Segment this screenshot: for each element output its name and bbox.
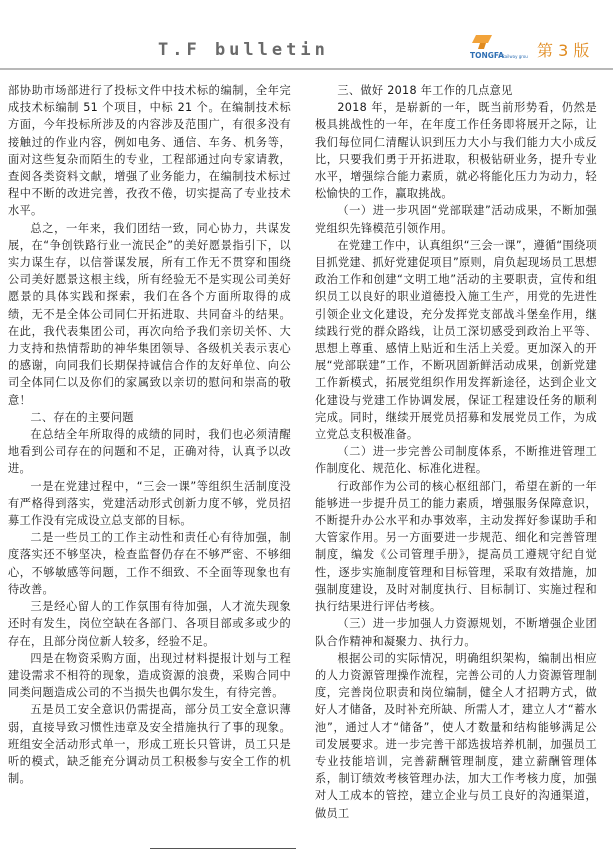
paragraph: 2018 年，是崭新的一年，既当前形势看，仍然是极具挑战性的一年，在年度工作任务即将展开之际，让我们每位同仁清醒认识到压力大小与我们能力大小成反比，只要我们勇于开拓进取，积极钻研业务，提升专业水平，增强综合能力素质，就必将能化压力为动力，轻松愉快的工作，赢取挑战。 [315, 101, 597, 201]
paragraph: 一是在党建过程中，“三会一课”等组织生活制度没有严格得到落实，党建活动形式创新力度不够，党员招募工作没有完成设立总支部的目标。 [8, 479, 291, 528]
paragraph: 三是经心留人的工作氛围有待加强，人才流失现象还时有发生，岗位空缺在各部门、各项目部或多或少的存在，且部分岗位新人较多，经验不足。 [8, 600, 291, 648]
page-header [0, 0, 613, 72]
logo-text: TONGFA [470, 51, 504, 60]
section-heading: 三、做好 2018 年工作的几点意见 [337, 84, 513, 97]
paragraph: （三）进一步加强人力资源规划，不断增强企业团队合作精神和凝聚力、执行力。 [315, 617, 597, 648]
paragraph: 部协助市场部进行了投标文件中技术标的编制，全年完成技术标编制 51 个项目，中标 21 个。在编制技术标方面，今年投标所涉及的内容涉及范围广，有很多没有接触过的作业内容，例如电务、通信、车务、机务等，面对这些复杂而陌生的专业，工程部通过向专家请教，查阅各类资料文献，增强了业务能力，在编制技术标过程中不断的改进完善，孜孜不倦，切实提高了专业技术水平。 [8, 84, 291, 218]
right-column [315, 82, 597, 822]
paragraph: （二）进一步完善公司制度体系，不断推进管理工作制度化、规范化、标准化进程。 [315, 445, 597, 476]
paragraph: 根据公司的实际情况，明确组织架构，编制出相应的人力资源管理操作流程，完善公司的人力资源管理制度，完善岗位职责和岗位编制，健全人才招聘方式，做好人才储备，及时补充所缺、所需人才，建立人才“蓄水池”，通过人才“储备”，使人才数量和结构能够满足公司发展要求。进一步完善干部选拔培养机制，加强员工专业技能培训，完善薪酬管理制度，建立薪酬管理体系，制订绩效考核管理办法，加大工作考核力度，加强对人工成本的管控，建立企业与员工良好的沟通渠道，做员工 [315, 651, 597, 820]
paragraph: 在党建工作中，认真组织“三会一课”，遵循“围绕项目抓党建、抓好党建促项目”原则，肩负起现场员工思想政治工作和创建“文明工地”活动的主要职责，宣传和组织员工以良好的职业道德投入施工生产，用党的先进性引领企业文化建设，充分发挥党支部战斗堡垒作用，继续践行党的群众路线，让员工深切感受到政治上平等、思想上尊重、感情上贴近和生活上关爱。更加深入的开展“党部联建”工作，不断巩固新鲜活动成果，创新党建工作新模式，拓展党组织作用发挥新途径，达到企业文化建设与党建工作协调发展，保证工程建设任务的顺利完成。同时，继续开展党员招募和发展党员工作，为成立党总支积极准备。 [315, 238, 597, 442]
bulletin-title: T.F bulletin [158, 40, 329, 60]
logo-icon [470, 33, 528, 65]
left-column [8, 82, 291, 787]
company-logo [470, 33, 528, 65]
paragraph: 五是员工安全意识仍需提高，部分员工安全意识薄弱，直接导致习惯性违章及安全措施执行了事的现象。班组安全活动形式单一，形成工班长只管讲，员工只是听的模式，缺乏能充分调动员工积极参与安全工作的机制。 [8, 703, 291, 786]
header-divider [0, 68, 613, 70]
paragraph: 行政部作为公司的核心枢纽部门，希望在新的一年能够进一步提升员工的能力素质，增强服务保障意识，不断提升办公水平和办事效率，主动发挥好参谋助手和大管家作用。另一方面要进一步规范、细化和完善管理制度，编发《公司管理手册》，提高员工遵规守纪自觉性，逐步实施制度管理和目标管理，采取有效措施，加强制度建设，及时对制度执行、目标制订、实施过程和执行结果进行评估考核。 [315, 479, 597, 614]
section-heading: 二、存在的主要问题 [30, 410, 134, 424]
paragraph: （一）进一步巩固“党部联建”活动成果，不断加强党组织先锋模范引领作用。 [315, 204, 597, 235]
paragraph: 总之，一年来，我们团结一致，同心协力，共谋发展，在“争创铁路行业一流民企”的美好愿景指引下，以实力谋生存，以信誉谋发展，所有工作无不贯穿和围绕公司美好愿景这根主线，所有经验无不是实现公司美好愿景的具体实践和探索，我们在各个方面所取得的成绩，无不是全体公司同仁开拓进取、共同奋斗的结果。在此，我代表集团公司，再次向给予我们亲切关怀、大力支持和热情帮助的神华集团领导、各级机关表示衷心的感谢，向同我们长期保持诚信合作的友好单位、向公司全体同仁以及你们的家属致以亲切的慰问和崇高的敬意！ [8, 221, 291, 407]
edition-label: 第 3 版 [537, 41, 590, 60]
paragraph: 四是在物资采购方面，出现过材料提报计划与工程建设需求不相符的现象，造成资源的浪费，采购合同中同类问题造成公司的不当损失也偶尔发生，有待完善。 [8, 651, 291, 700]
footer-rule [150, 848, 296, 849]
paragraph: 二是一些员工的工作主动性和责任心有待加强，制度落实还不够坚决，检查监督仍存在不够严密、不够细心，不够敏感等问题，工作不细致、不全面等现象也有待改善。 [8, 531, 291, 596]
logo-subtext: Railway group [502, 54, 528, 59]
paragraph: 在总结全年所取得的成绩的同时，我们也必须清醒地看到公司存在的问题和不足，正确对待，认真予以改进。 [8, 428, 291, 476]
